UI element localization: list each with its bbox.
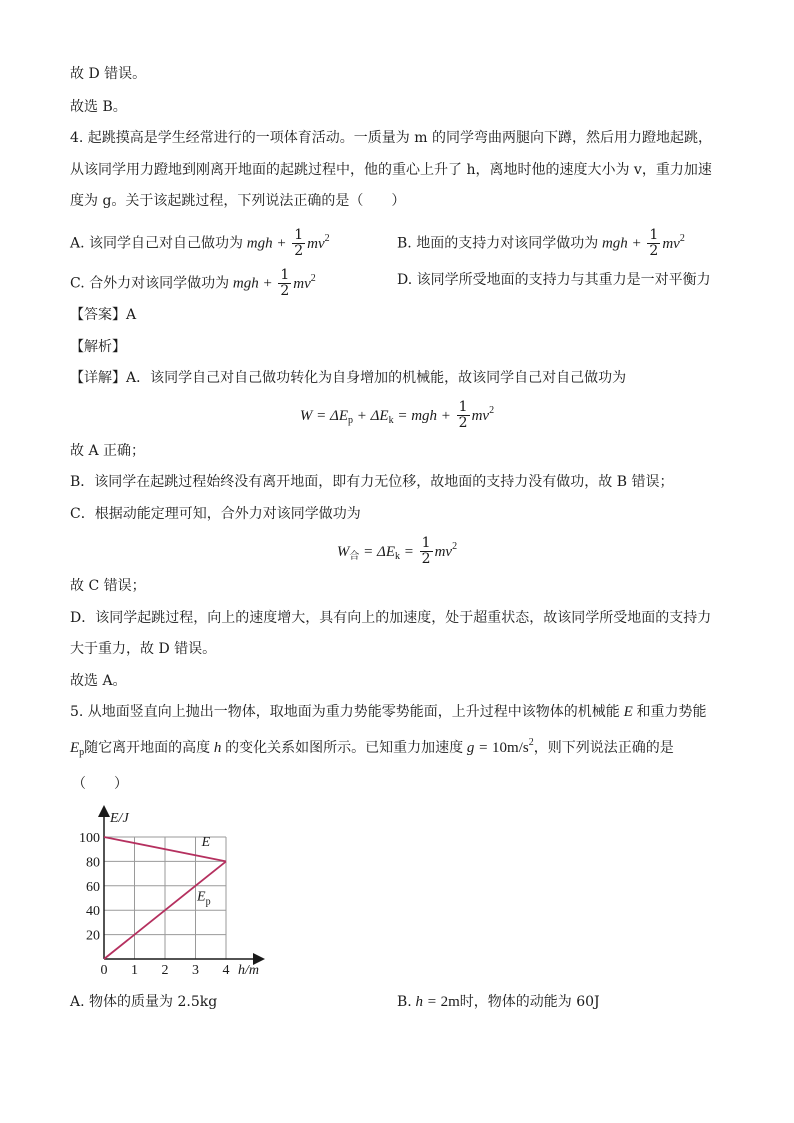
detail-a: 【详解】A．该同学自己对自己做功转化为自身增加的机械能，故该同学自己对自己做功为 bbox=[70, 370, 627, 386]
text-line: 故选 B。 bbox=[70, 99, 127, 115]
x-axis-label: h/m bbox=[238, 963, 259, 978]
y-tick-label: 60 bbox=[86, 879, 100, 895]
text-line: 故 D 错误。 bbox=[70, 66, 147, 82]
q5-option-a: A. 物体的质量为 2.5kg bbox=[70, 994, 218, 1010]
y-axis-label: E/J bbox=[110, 811, 129, 826]
q5-option-b: B. h = 2m时，物体的动能为 60J bbox=[397, 994, 600, 1010]
equation-2: $W_合 = \Delta E_k$ = $\frac{1}{2}$ $mv^2$ bbox=[336, 535, 458, 567]
detail-c: C．根据动能定理可知，合外力对该同学做功为 bbox=[70, 506, 361, 522]
text-line: 故 C 错误； bbox=[70, 578, 146, 594]
equation-1: $W = \Delta E_p + \Delta E_k$ = mgh + $\frac{1}{2}$ $mv^2$ bbox=[299, 399, 495, 431]
analysis-heading: 【解析】 bbox=[70, 339, 126, 355]
question-4-stem-1: 4. 起跳摸高是学生经常进行的一项体育活动。一质量为 m 的同学弯曲两腿向下蹲，然后用力蹬地起跳， bbox=[70, 130, 712, 146]
final-answer: 故选 A。 bbox=[70, 673, 127, 689]
question-5-stem-2: $E_p$随它离开地面的高度 h 的变化关系如图所示。已知重力加速度 $g = 10m/s^2$，则下列说法正确的是 bbox=[70, 737, 674, 758]
option-a: A. 该同学自己对自己做功为 mgh + $\frac{1}{2}$ $mv^2$ bbox=[70, 227, 330, 259]
question-5-stem-3: （ ） bbox=[72, 776, 128, 792]
series-label-e: E bbox=[201, 834, 211, 850]
question-4-stem-3: 度为 g。关于该起跳过程，下列说法正确的是（ ） bbox=[70, 193, 406, 209]
question-5-stem-1: 5. 从地面竖直向上抛出一物体，取地面为重力势能零势能面，上升过程中该物体的机械能 E 和重力势能 bbox=[70, 704, 707, 720]
x-tick-label: 4 bbox=[222, 963, 230, 978]
x-tick-label: 3 bbox=[192, 963, 199, 978]
x-tick-label: 2 bbox=[161, 963, 169, 978]
detail-d-2: 大于重力，故 D 错误。 bbox=[70, 641, 217, 657]
x-tick-label: 0 bbox=[100, 963, 108, 978]
energy-height-chart bbox=[66, 800, 286, 985]
detail-b: B．该同学在起跳过程始终没有离开地面，即有力无位移，故地面的支持力没有做功，故 B 错误； bbox=[70, 474, 674, 490]
text-line: 故 A 正确； bbox=[70, 443, 146, 459]
option-b: B. 地面的支持力对该同学做功为 mgh + $\frac{1}{2}$ $mv^2$ bbox=[397, 227, 685, 259]
detail-d-1: D．该同学起跳过程，向上的速度增大，具有向上的加速度，处于超重状态，故该同学所受地面的支持力 bbox=[70, 610, 712, 626]
answer: 【答案】A bbox=[70, 307, 137, 323]
y-tick-label: 80 bbox=[86, 855, 100, 871]
y-tick-label: 20 bbox=[86, 928, 100, 944]
y-tick-label: 40 bbox=[86, 904, 100, 920]
question-4-stem-2: 从该同学用力蹬地到刚离开地面的起跳过程中，他的重心上升了 h，离地时他的速度大小为 v，重力加速 bbox=[70, 162, 712, 178]
x-tick-label: 1 bbox=[131, 963, 138, 978]
series-label-ep: $E_p$ bbox=[197, 889, 211, 908]
y-tick-label: 100 bbox=[79, 831, 100, 846]
option-c: C. 合外力对该同学做功为 mgh + $\frac{1}{2}$ $mv^2$ bbox=[70, 267, 316, 299]
option-d: D. 该同学所受地面的支持力与其重力是一对平衡力 bbox=[397, 272, 711, 288]
